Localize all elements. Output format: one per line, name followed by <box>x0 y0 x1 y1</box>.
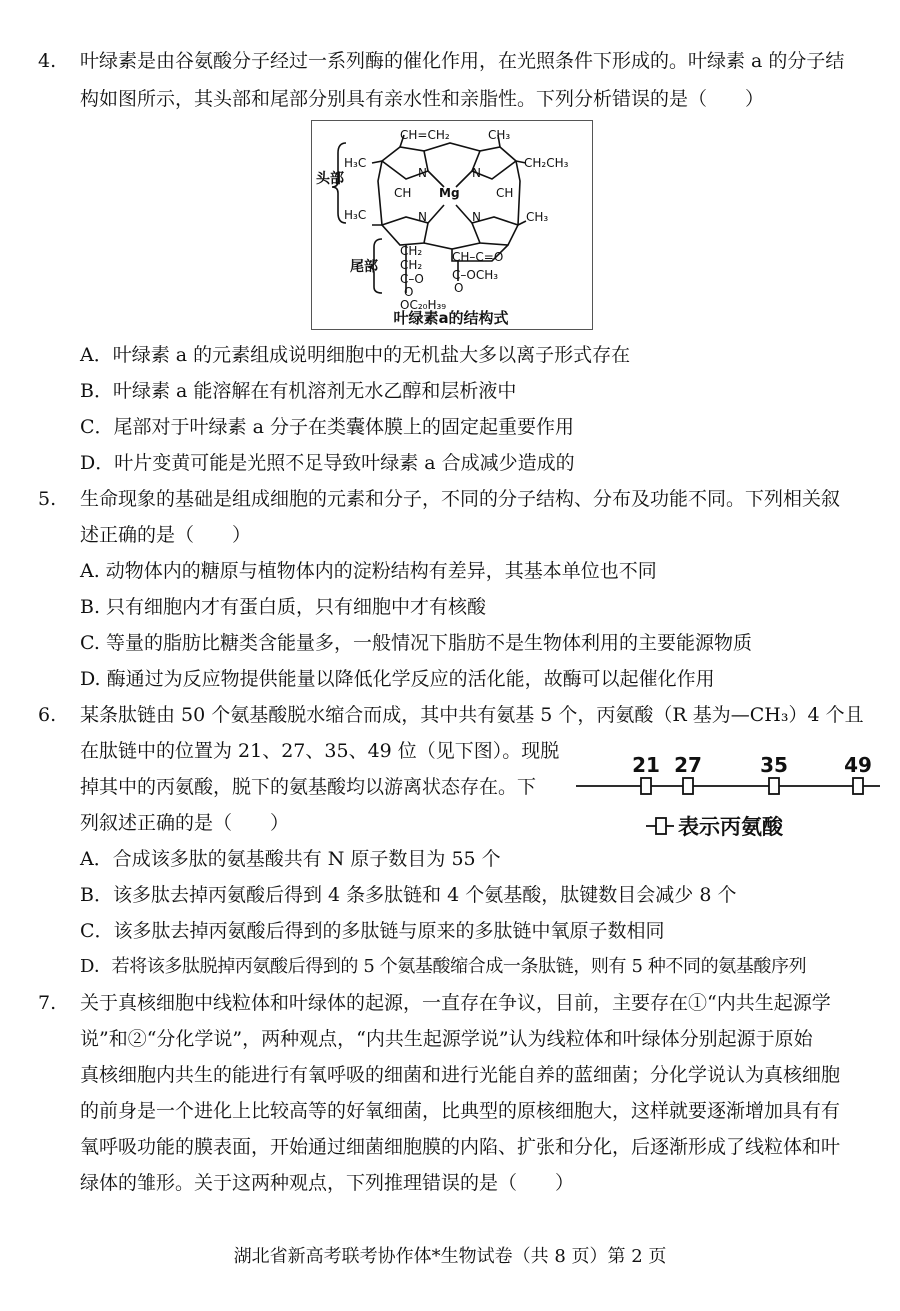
page-footer: 湖北省新高考联考协作体*生物试卷（共 8 页）第 2 页 <box>233 1246 667 1267</box>
atom-h3c-upper: H₃C <box>344 156 367 170</box>
atom-n-1: N <box>418 166 427 180</box>
q6-stem-line2: 在肽链中的位置为 21、27、35、49 位（见下图）。现脱 <box>80 740 560 762</box>
atom-mg: Mg <box>439 186 460 200</box>
q7-line1: 关于真核细胞中线粒体和叶绿体的起源，一直存在争议，目前，主要存在①“内共生起源学 <box>80 992 831 1014</box>
q5-option-b: B. 只有细胞内才有蛋白质，只有细胞中才有核酸 <box>80 596 487 618</box>
alanine-marker-35 <box>769 778 779 794</box>
peptide-chain-figure <box>570 748 890 844</box>
q7-line4: 的前身是一个进化上比较高等的好氧细菌，比典型的原核细胞大，这样就要逐渐增加具有有 <box>80 1100 841 1122</box>
figure-caption: 叶绿素a的结构式 <box>393 309 509 327</box>
q4-number: 4. <box>38 50 57 72</box>
q6-option-c: C．该多肽去掉丙氨酸后得到的多肽链与原来的多肽链中氧原子数相同 <box>80 920 665 942</box>
legend-text: 表示丙氨酸 <box>678 815 783 839</box>
atom-ethyl: CH₂CH₃ <box>524 156 569 170</box>
q5-option-a: A. 动物体内的糖原与植物体内的淀粉结构有差异，其基本单位也不同 <box>80 560 657 582</box>
position-35: 35 <box>760 753 788 777</box>
bridge-left <box>378 161 382 225</box>
q6-stem-line4: 列叙述正确的是（ ） <box>80 812 290 834</box>
legend-marker <box>656 818 666 834</box>
atom-n-2: N <box>472 166 481 180</box>
q5-number: 5. <box>38 488 57 510</box>
position-27: 27 <box>674 753 702 777</box>
q4-option-d: D．叶片变黄可能是光照不足导致叶绿素 a 合成减少造成的 <box>80 452 575 474</box>
chlorophyll-figure <box>311 120 593 330</box>
atom-tail-2: CH₂ <box>400 258 423 272</box>
q7-line6: 绿体的雏形。关于这两种观点，下列推理错误的是（ ） <box>80 1172 575 1194</box>
q5-stem-line1: 生命现象的基础是组成细胞的元素和分子，不同的分子结构、分布及功能不同。下列相关叙 <box>80 488 841 510</box>
q5-stem-line2: 述正确的是（ ） <box>80 524 252 546</box>
atom-ch-left: CH <box>394 186 412 200</box>
q7-number: 7. <box>38 992 57 1014</box>
atom-ester-2: C–OCH₃ <box>452 268 499 282</box>
atom-tail-4: OC₂₀H₃₉ <box>400 298 447 312</box>
tail-label: 尾部 <box>350 259 378 275</box>
atom-ch3-top: CH₃ <box>488 128 511 142</box>
position-21: 21 <box>632 753 660 777</box>
atom-n-4: N <box>472 210 481 224</box>
chlorophyll-structure-diagram <box>312 121 591 328</box>
q7-line5: 氧呼吸功能的膜表面，开始通过细菌细胞膜的内陷、扩张和分化，后逐渐形成了线粒体和叶 <box>80 1136 841 1158</box>
q6-option-b: B．该多肽去掉丙氨酸后得到 4 条多肽链和 4 个氨基酸，肽键数目会减少 8 个 <box>80 884 737 906</box>
q5-option-d: D. 酶通过为反应物提供能量以降低化学反应的活化能，故酶可以起催化作用 <box>80 668 715 690</box>
atom-tail-o: O <box>404 285 414 299</box>
q7-line2: 说”和②“分化学说”，两种观点，“内共生起源学说”认为线粒体和叶绿体分别起源于原始 <box>80 1028 813 1050</box>
alanine-marker-49 <box>853 778 863 794</box>
atom-ch-right: CH <box>496 186 514 200</box>
atom-ch3-right: CH₃ <box>526 210 549 224</box>
q7-line3: 真核细胞内共生的能进行有氧呼吸的细菌和进行光能自养的蓝细菌；分化学说认为真核细胞 <box>80 1064 841 1086</box>
q4-option-c: C．尾部对于叶绿素 a 分子在类囊体膜上的固定起重要作用 <box>80 416 574 438</box>
atom-ester-o: O <box>454 281 464 295</box>
alanine-marker-21 <box>641 778 651 794</box>
bridge-bottom <box>424 243 480 249</box>
q4-stem-line1: 叶绿素是由谷氨酸分子经过一系列酶的催化作用，在光照条件下形成的。叶绿素 a 的分子结 <box>80 50 845 72</box>
q6-stem-line3: 掉其中的丙氨酸，脱下的氨基酸均以游离状态存在。下 <box>80 776 537 798</box>
q6-stem-line1: 某条肽链由 50 个氨基酸脱水缩合而成，其中共有氨基 5 个，丙氨酸（R 基为—CH₃）4 个且 <box>80 704 864 726</box>
bridge-top <box>424 143 480 151</box>
q6-option-d: D．若将该多肽脱掉丙氨酸后得到的 5 个氨基酸缩合成一条肽链，则有 5 种不同的氨基酸序列 <box>80 956 807 977</box>
position-49: 49 <box>844 753 872 777</box>
q6-option-a: A．合成该多肽的氨基酸共有 N 原子数目为 55 个 <box>80 848 501 870</box>
atom-ester-1: CH–C=O <box>452 250 504 264</box>
q4-stem-line2: 构如图所示，其头部和尾部分别具有亲水性和亲脂性。下列分析错误的是（ ） <box>80 88 765 110</box>
atom-vinyl: CH=CH₂ <box>400 128 450 142</box>
head-label: 头部 <box>316 171 344 187</box>
q4-option-a: A．叶绿素 a 的元素组成说明细胞中的无机盐大多以离子形式存在 <box>80 344 631 366</box>
atom-n-3: N <box>418 210 427 224</box>
alanine-marker-27 <box>683 778 693 794</box>
atom-tail-3: C–O <box>400 272 424 286</box>
q5-option-c: C. 等量的脂肪比糖类含能量多，一般情况下脂肪不是生物体利用的主要能源物质 <box>80 632 752 654</box>
q6-number: 6. <box>38 704 57 726</box>
atom-tail-1: CH₂ <box>400 244 423 258</box>
q4-option-b: B．叶绿素 a 能溶解在有机溶剂无水乙醇和层析液中 <box>80 380 517 402</box>
bridge-right <box>516 161 520 225</box>
atom-h3c-lower: H₃C <box>344 208 367 222</box>
